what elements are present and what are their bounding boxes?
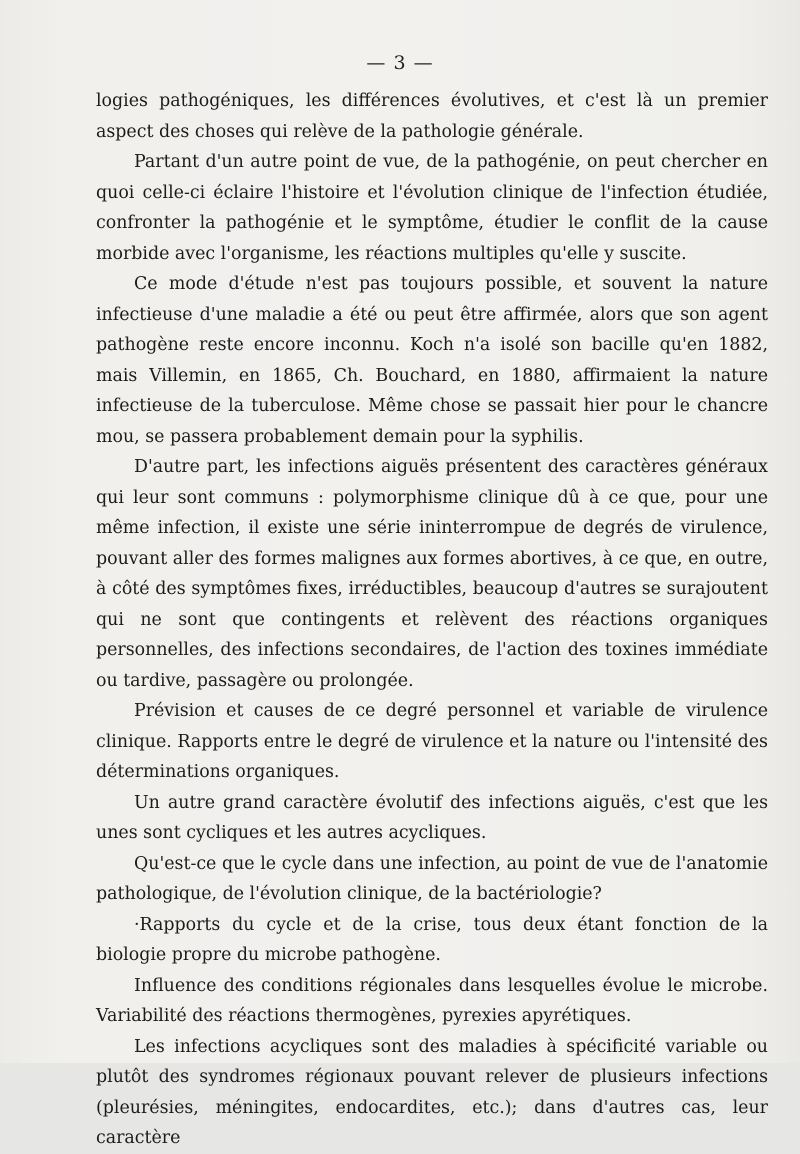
- paragraph-5: Prévision et causes de ce degré personnel et variable de virulence clinique. Rapports entre le degré de virulence et la nature ou l'intensité des déterminations organiques.: [96, 701, 768, 782]
- page-number: — 3 —: [366, 52, 434, 74]
- paragraph-9: Influence des conditions régionales dans lesquelles évolue le microbe. Variabilité des réactions thermogènes, pyrexies apyrétiques.: [96, 975, 768, 1026]
- paragraph-8: ·Rapports du cycle et de la crise, tous deux étant fonction de la biologie propre du microbe pathogène.: [96, 914, 768, 965]
- paragraph-10: Les infections acycliques sont des maladies à spécificité variable ou plutôt des syndromes régionaux pouvant relever de plusieurs infections (pleurésies, méningites, endocardites, etc.); dans d'autres cas, leur caractère: [96, 1036, 768, 1148]
- paragraph-3: Ce mode d'étude n'est pas toujours possible, et souvent la nature infectieuse d'une maladie a été ou peut être affirmée, alors que son agent pathogène reste encore inconnu. Koch n'a isolé son bacille qu'en 1882, mais Villemin, en 1865, Ch. Bouchard, en 1880, affirmaient la nature infectieuse de la tuberculose. Même chose se passait hier pour le chancre mou, se passera probablement demain pour la syphilis.: [96, 274, 768, 447]
- paragraph-7: Qu'est-ce que le cycle dans une infection, au point de vue de l'anatomie pathologique, de l'évolution clinique, de la bactériologie?: [96, 853, 768, 904]
- body-text: [96, 86, 768, 1154]
- paragraph-2: Partant d'un autre point de vue, de la pathogénie, on peut chercher en quoi celle-ci éclaire l'histoire et l'évolution clinique de l'infection étudiée, confronter la pathogénie et le symptôme, étudier le conflit de la cause morbide avec l'organisme, les réactions multiples qu'elle y suscite.: [96, 152, 768, 264]
- paragraph-1: logies pathogéniques, les différences évolutives, et c'est là un premier aspect des choses qui relève de la pathologie générale.: [96, 91, 768, 142]
- paragraph-4: D'autre part, les infections aiguës présentent des caractères généraux qui leur sont communs : polymorphisme clinique dû à ce que, pour une même infection, il existe une série ininterrompue de degrés de virulence, pouvant aller des formes malignes aux formes abortives, à ce que, en outre, à côté des symptômes fixes, irréductibles, beaucoup d'autres se surajoutent qui ne sont que contingents et relèvent des réactions organiques personnelles, des infections secondaires, de l'action des toxines immédiate ou tardive, passagère ou prolongée.: [96, 457, 768, 691]
- paragraph-6: Un autre grand caractère évolutif des infections aiguës, c'est que les unes sont cycliques et les autres acycliques.: [96, 792, 768, 843]
